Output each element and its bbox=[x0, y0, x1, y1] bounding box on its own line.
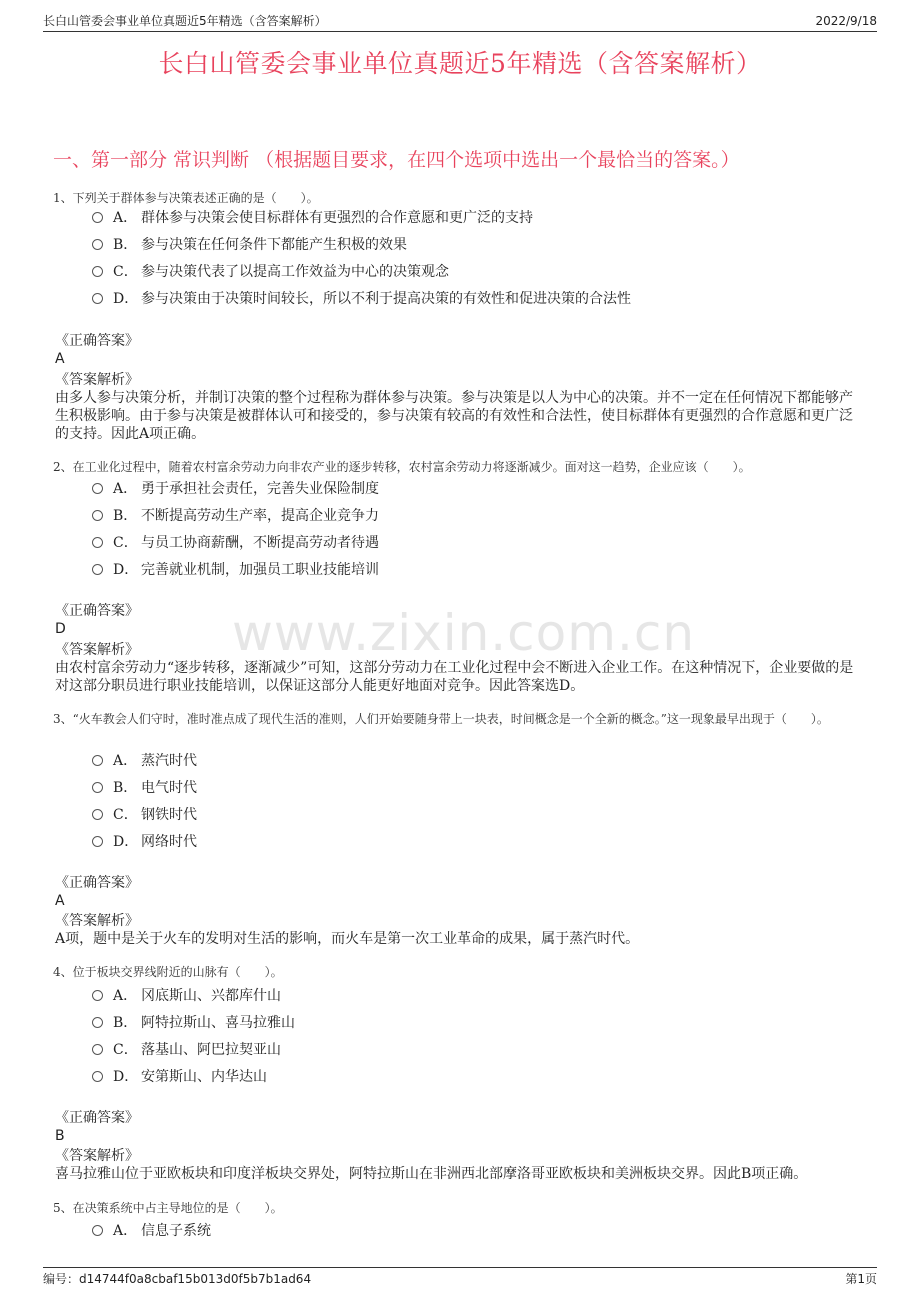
radio-icon[interactable] bbox=[92, 755, 103, 766]
explanation-label: 《答案解析》 bbox=[55, 913, 139, 929]
page-title: 长白山管委会事业单位真题近5年精选（含答案解析） bbox=[158, 49, 762, 78]
option-a[interactable]: A． 勇于承担社会责任，完善失业保险制度 bbox=[92, 480, 379, 498]
radio-icon[interactable] bbox=[92, 809, 103, 820]
header-doc-title: 长白山管委会事业单位真题近5年精选（含答案解析） bbox=[43, 14, 327, 28]
page-number: 第1页 bbox=[845, 1272, 877, 1286]
radio-icon[interactable] bbox=[92, 266, 103, 277]
option-d[interactable]: D． 参与决策由于决策时间较长，所以不利于提高决策的有效性和促进决策的合法性 bbox=[92, 290, 631, 308]
option-b[interactable]: B． 参与决策在任何条件下都能产生积极的效果 bbox=[92, 236, 407, 254]
option-a[interactable]: A． 蒸汽时代 bbox=[92, 752, 197, 770]
question-stem: 1、下列关于群体参与决策表述正确的是（ ）。 bbox=[53, 191, 319, 205]
option-d[interactable]: D． 网络时代 bbox=[92, 833, 197, 851]
radio-icon[interactable] bbox=[92, 1071, 103, 1082]
page-header bbox=[43, 13, 877, 32]
option-c[interactable]: C． 钢铁时代 bbox=[92, 806, 197, 824]
answer-label: 《正确答案》 bbox=[55, 333, 139, 349]
radio-icon[interactable] bbox=[92, 537, 103, 548]
question-stem: 2、在工业化过程中，随着农村富余劳动力向非农产业的逐步转移，农村富余劳动力将逐渐减少。面对这一趋势，企业应该（ ）。 bbox=[53, 460, 751, 474]
question-stem: 4、位于板块交界线附近的山脉有（ ）。 bbox=[53, 965, 283, 979]
watermark: www.zixin.com.cn bbox=[232, 604, 696, 662]
answer-value: A bbox=[55, 351, 65, 367]
radio-icon[interactable] bbox=[92, 212, 103, 223]
explanation-label: 《答案解析》 bbox=[55, 372, 139, 388]
explanation-label: 《答案解析》 bbox=[55, 642, 139, 658]
radio-icon[interactable] bbox=[92, 564, 103, 575]
answer-label: 《正确答案》 bbox=[55, 603, 139, 619]
explanation-text: 由多人参与决策分析，并制订决策的整个过程称为群体参与决策。参与决策是以人为中心的决策。并不一定在任何情况下都能够产生积极影响。由于参与决策是被群体认可和接受的，参与决策有较高的有效性和合法性，使目标群体有更强烈的合作意愿和更广泛的支持。因此A项正确。 bbox=[55, 390, 853, 442]
option-c[interactable]: C． 与员工协商薪酬，不断提高劳动者待遇 bbox=[92, 534, 379, 552]
radio-icon[interactable] bbox=[92, 1225, 103, 1236]
radio-icon[interactable] bbox=[92, 293, 103, 304]
question-stem: 5、在决策系统中占主导地位的是（ ）。 bbox=[53, 1201, 283, 1215]
header-date: 2022/9/18 bbox=[815, 14, 877, 28]
explanation-label: 《答案解析》 bbox=[55, 1148, 139, 1164]
radio-icon[interactable] bbox=[92, 990, 103, 1001]
option-c[interactable]: C． 落基山、阿巴拉契亚山 bbox=[92, 1041, 281, 1059]
explanation-text: A项，题中是关于火车的发明对生活的影响，而火车是第一次工业革命的成果，属于蒸汽时代。 bbox=[55, 931, 640, 947]
option-c[interactable]: C． 参与决策代表了以提高工作效益为中心的决策观念 bbox=[92, 263, 449, 281]
answer-value: A bbox=[55, 893, 65, 909]
option-a[interactable]: A． 信息子系统 bbox=[92, 1222, 211, 1240]
answer-label: 《正确答案》 bbox=[55, 1110, 139, 1126]
option-a[interactable]: A． 冈底斯山、兴都库什山 bbox=[92, 987, 281, 1005]
answer-value: B bbox=[55, 1128, 65, 1144]
radio-icon[interactable] bbox=[92, 510, 103, 521]
explanation-text: 由农村富余劳动力“逐步转移，逐渐减少”可知，这部分劳动力在工业化过程中会不断进入企业工作。在这种情况下，企业要做的是对这部分职员进行职业技能培训，以保证这部分人能更好地面对竞争。因此答案选D。 bbox=[55, 660, 854, 694]
question-stem: 3、“火车教会人们守时，准时准点成了现代生活的准则，人们开始要随身带上一块表，时间概念是一个全新的概念。”这一现象最早出现于（ ）。 bbox=[53, 712, 829, 726]
radio-icon[interactable] bbox=[92, 836, 103, 847]
radio-icon[interactable] bbox=[92, 782, 103, 793]
answer-value: D bbox=[55, 621, 66, 637]
option-b[interactable]: B． 阿特拉斯山、喜马拉雅山 bbox=[92, 1014, 295, 1032]
option-d[interactable]: D． 安第斯山、内华达山 bbox=[92, 1068, 267, 1086]
section-heading: 一、第一部分 常识判断 （根据题目要求，在四个选项中选出一个最恰当的答案。） bbox=[53, 149, 740, 171]
option-d[interactable]: D． 完善就业机制，加强员工职业技能培训 bbox=[92, 561, 379, 579]
document-id: 编号：d14744f0a8cbaf15b013d0f5b7b1ad64 bbox=[43, 1272, 312, 1286]
radio-icon[interactable] bbox=[92, 1017, 103, 1028]
radio-icon[interactable] bbox=[92, 239, 103, 250]
answer-label: 《正确答案》 bbox=[55, 875, 139, 891]
option-a[interactable]: A． 群体参与决策会使目标群体有更强烈的合作意愿和更广泛的支持 bbox=[92, 209, 533, 227]
radio-icon[interactable] bbox=[92, 1044, 103, 1055]
option-b[interactable]: B． 不断提高劳动生产率，提高企业竞争力 bbox=[92, 507, 379, 525]
explanation-text: 喜马拉雅山位于亚欧板块和印度洋板块交界处，阿特拉斯山在非洲西北部摩洛哥亚欧板块和美洲板块交界。因此B项正确。 bbox=[55, 1166, 808, 1182]
radio-icon[interactable] bbox=[92, 483, 103, 494]
option-b[interactable]: B． 电气时代 bbox=[92, 779, 197, 797]
page-footer bbox=[43, 1267, 877, 1286]
